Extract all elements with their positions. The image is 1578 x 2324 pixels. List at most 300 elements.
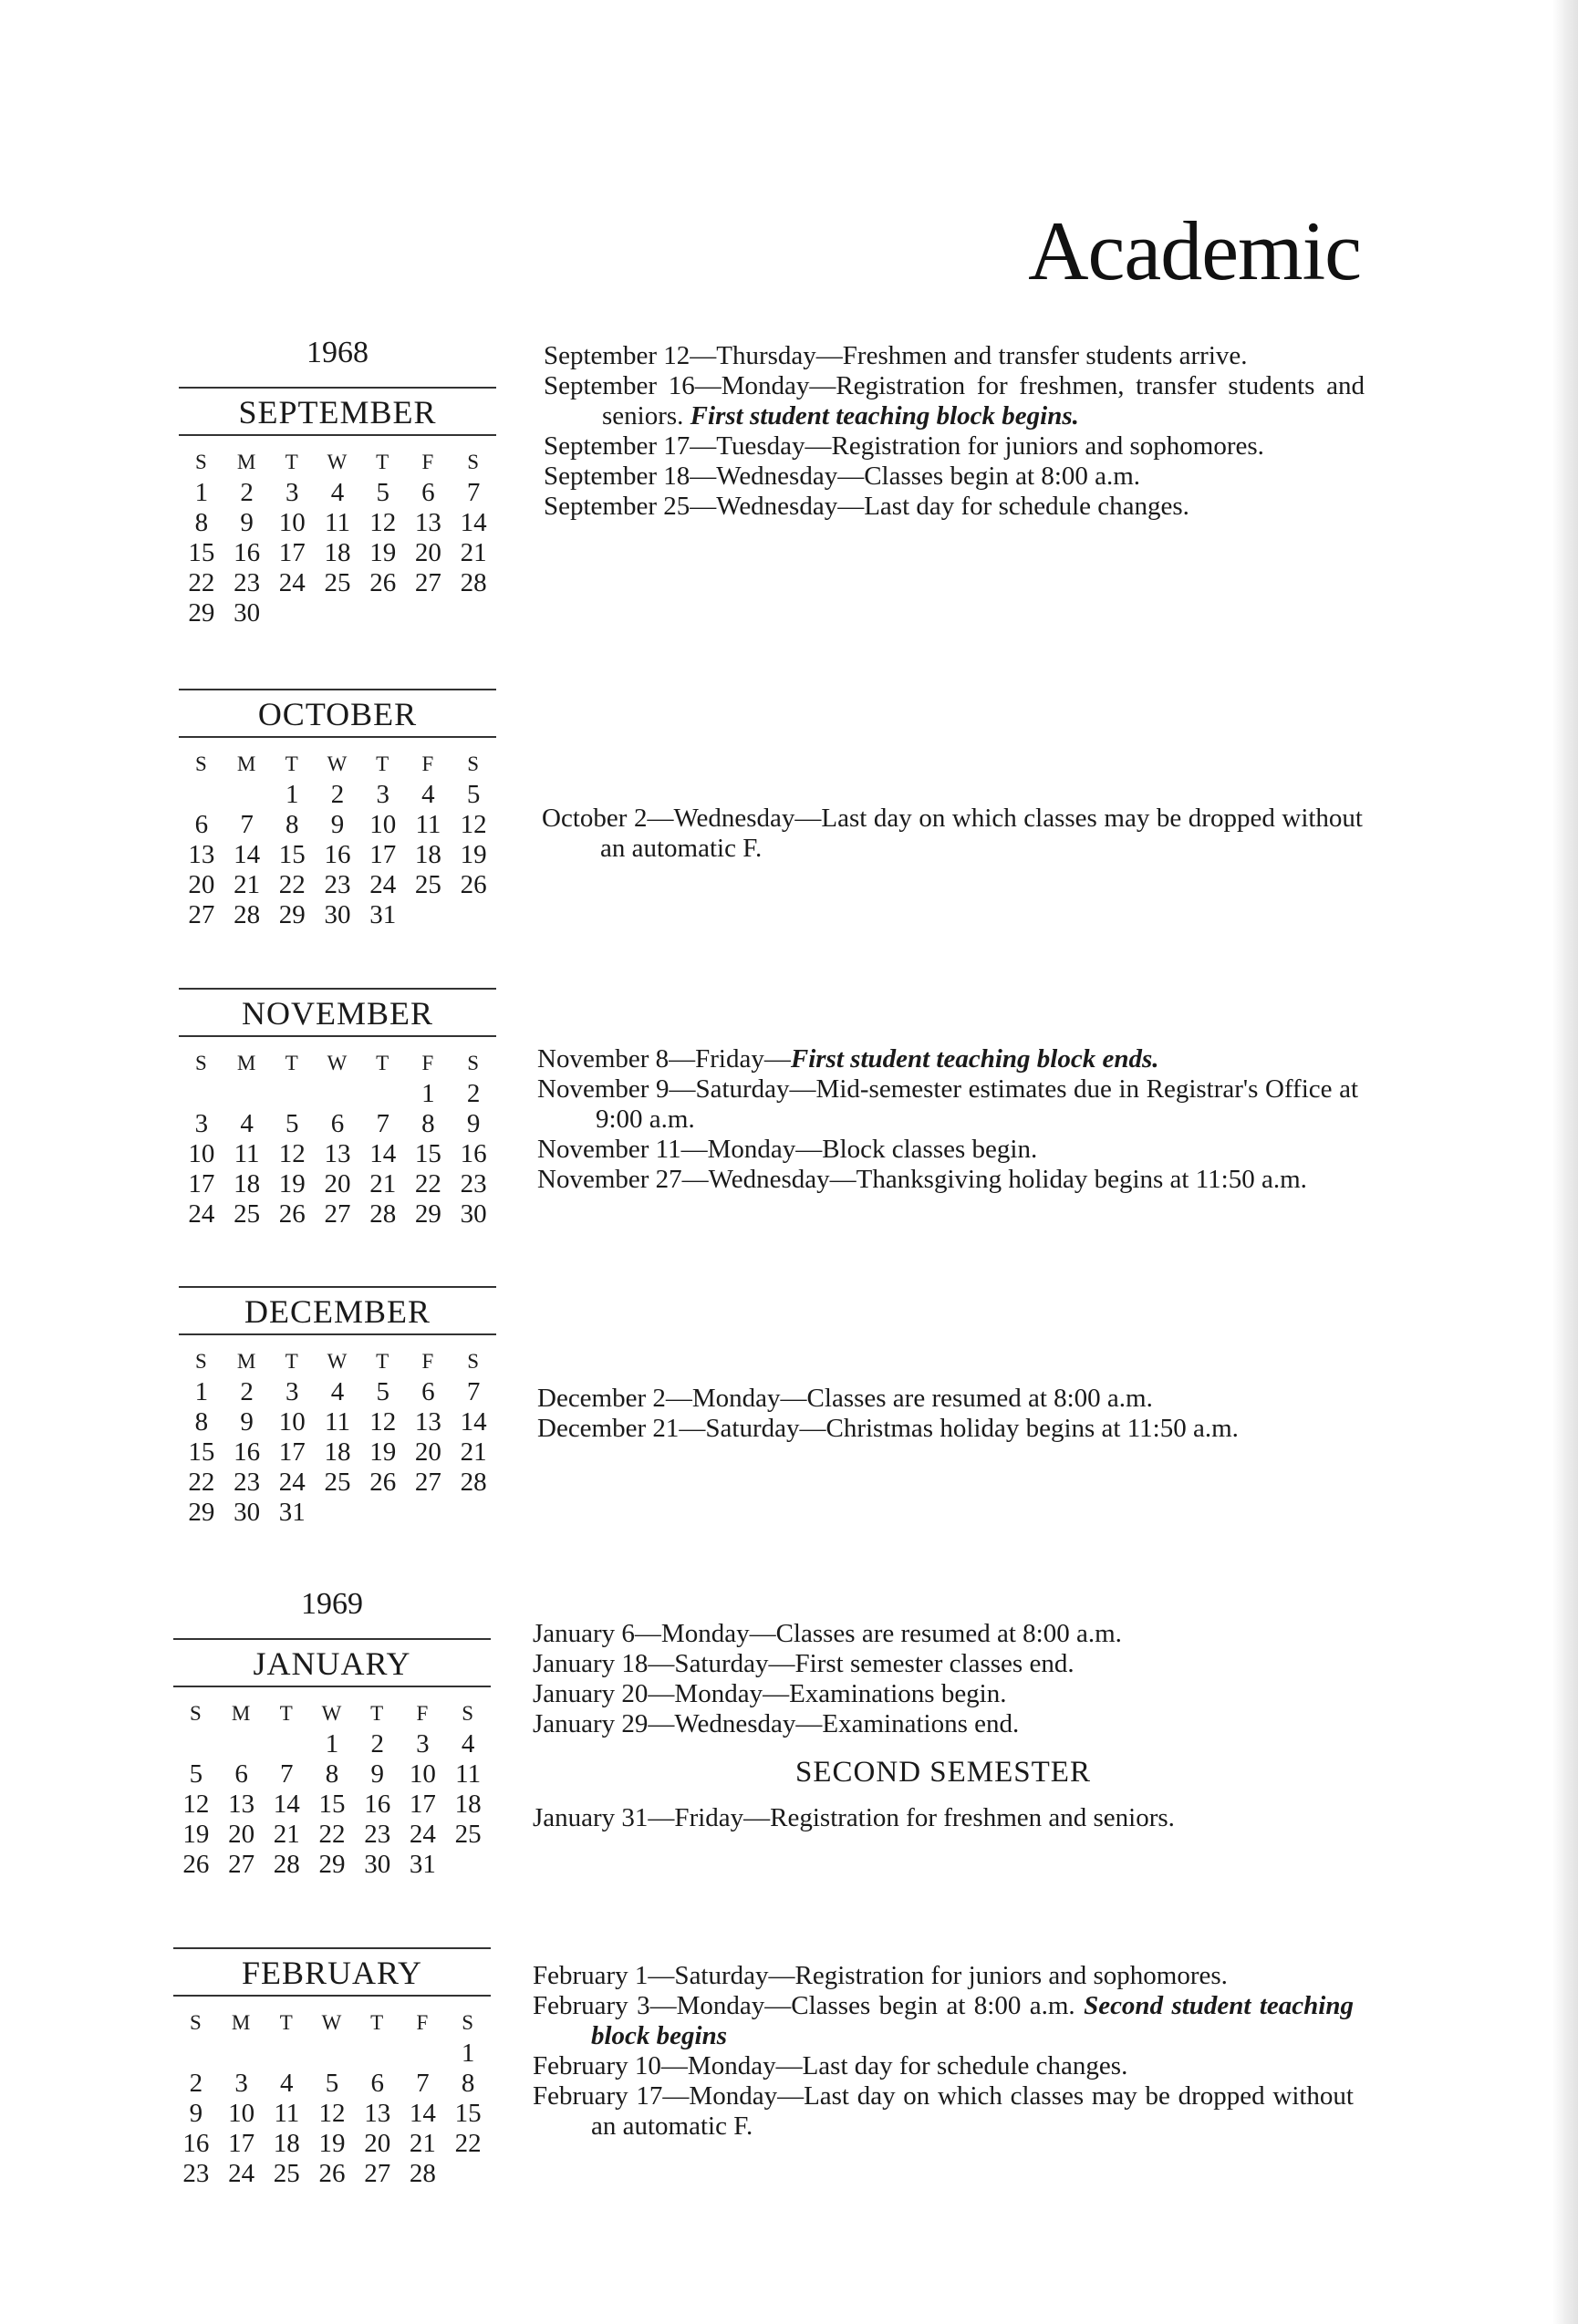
event-item <box>542 804 1363 864</box>
day-cell: 15 <box>188 538 215 567</box>
day-cell: 12 <box>369 1407 397 1437</box>
day-cell: 31 <box>409 1850 436 1879</box>
day-cell: 4 <box>421 780 435 809</box>
empty-day-cell <box>219 2039 265 2069</box>
weekday-header: T <box>279 1702 294 1725</box>
empty-day-cell <box>264 1729 309 1759</box>
day-cell: 18 <box>324 1437 351 1467</box>
day-cell: 19 <box>318 2129 346 2158</box>
day-cell: 28 <box>234 900 261 929</box>
year-label-1968: 1968 <box>306 336 369 369</box>
day-cell: 10 <box>369 810 397 839</box>
day-cell: 6 <box>234 1759 248 1789</box>
day-cell: 21 <box>409 2129 436 2158</box>
day-cell: 1 <box>325 1729 339 1759</box>
event-item <box>533 1961 1354 1991</box>
day-cell: 15 <box>318 1790 346 1819</box>
weekday-header: M <box>236 1052 257 1074</box>
day-cell: 2 <box>370 1729 384 1759</box>
empty-day-cell <box>219 1729 265 1759</box>
day-cell: 10 <box>409 1759 436 1789</box>
day-cell: 26 <box>369 1468 397 1497</box>
day-cell: 30 <box>234 1498 261 1527</box>
weekday-header: T <box>370 1702 385 1725</box>
day-cell: 23 <box>234 568 261 597</box>
day-cell: 27 <box>324 1199 351 1229</box>
weekday-header: W <box>321 1702 343 1725</box>
day-cell: 1 <box>194 1377 209 1406</box>
weekday-header: S <box>194 752 208 775</box>
day-cell: 27 <box>188 900 215 929</box>
day-cell: 8 <box>325 1759 339 1789</box>
day-cell: 22 <box>278 870 306 899</box>
day-cell: 24 <box>278 1468 306 1497</box>
day-cell: 26 <box>182 1850 210 1879</box>
calendar-february <box>173 1947 491 2189</box>
day-cell: 2 <box>240 1377 254 1406</box>
day-cell: 27 <box>364 2159 391 2188</box>
day-cell: 29 <box>188 1498 215 1527</box>
event-italic-note: Second student teaching block begins <box>591 1991 1354 2050</box>
day-cell: 5 <box>325 2069 339 2098</box>
day-cell: 7 <box>466 478 481 507</box>
month-name: NOVEMBER <box>241 995 433 1032</box>
day-cell: 4 <box>280 2069 294 2098</box>
empty-day-cell <box>400 2039 446 2069</box>
event-text: February 17—Monday—Last day on which classes may be dropped without an automatic F. <box>533 2081 1354 2141</box>
events-january-list <box>533 1619 1354 1739</box>
day-cell: 17 <box>278 538 306 567</box>
day-cell: 1 <box>461 2039 475 2068</box>
day-cell: 26 <box>369 568 397 597</box>
month-name: SEPTEMBER <box>238 394 437 431</box>
calendar-rule <box>179 1333 496 1335</box>
empty-day-cell <box>355 2039 400 2069</box>
calendar-grid <box>179 749 496 930</box>
day-cell: 3 <box>285 478 299 507</box>
day-cell: 4 <box>330 478 345 507</box>
day-cell: 29 <box>318 1850 346 1879</box>
month-name: JANUARY <box>253 1645 411 1682</box>
day-cell: 9 <box>370 1759 384 1789</box>
event-item <box>544 341 1365 371</box>
event-italic-note: First student teaching block ends. <box>790 1044 1159 1074</box>
calendar-rule <box>179 434 496 436</box>
year-label-1969: 1969 <box>301 1587 363 1621</box>
empty-day-cell <box>173 2039 219 2069</box>
day-cell: 18 <box>414 840 441 869</box>
day-cell: 8 <box>194 508 209 537</box>
month-name: OCTOBER <box>257 696 418 732</box>
day-cell: 17 <box>188 1169 215 1198</box>
weekday-header: M <box>236 451 257 473</box>
day-cell: 24 <box>278 568 306 597</box>
weekday-header: W <box>327 451 348 473</box>
event-text: January 18—Saturday—First semester classes end. <box>533 1649 1074 1678</box>
day-cell: 27 <box>414 1468 441 1497</box>
weekday-header: W <box>327 752 348 775</box>
day-cell: 31 <box>278 1498 306 1527</box>
day-cell: 14 <box>409 2099 436 2128</box>
day-cell: 6 <box>194 810 209 839</box>
day-cell: 9 <box>466 1109 481 1138</box>
events-january <box>533 1619 1354 1833</box>
day-cell: 31 <box>369 900 397 929</box>
day-cell: 13 <box>364 2099 391 2128</box>
weekday-header: F <box>421 1052 435 1074</box>
weekday-header: T <box>370 2011 385 2034</box>
empty-day-cell <box>315 1079 360 1109</box>
day-cell: 24 <box>369 870 397 899</box>
calendar-november <box>179 988 496 1229</box>
day-cell: 3 <box>416 1729 430 1759</box>
event-item <box>533 1649 1354 1679</box>
day-cell: 23 <box>364 1820 391 1849</box>
event-text: February 1—Saturday—Registration for juniors and sophomores. <box>533 1961 1228 1990</box>
day-cell: 19 <box>369 538 397 567</box>
calendar-grid <box>179 1048 496 1229</box>
weekday-header: F <box>416 1702 430 1725</box>
event-text: November 27—Wednesday—Thanksgiving holiday begins at 11:50 a.m. <box>537 1165 1307 1194</box>
day-cell: 9 <box>330 810 345 839</box>
day-cell: 25 <box>454 1820 482 1849</box>
day-cell: 12 <box>278 1139 306 1168</box>
events-january-second-list <box>533 1803 1354 1833</box>
calendar-grid <box>179 1346 496 1528</box>
event-item <box>544 371 1365 431</box>
day-cell: 14 <box>460 1407 487 1437</box>
weekday-header: T <box>285 752 299 775</box>
day-cell: 17 <box>278 1437 306 1467</box>
day-cell: 20 <box>414 538 441 567</box>
day-cell: 27 <box>228 1850 255 1879</box>
weekday-header: F <box>421 451 435 473</box>
day-cell: 14 <box>460 508 487 537</box>
day-cell: 8 <box>461 2069 475 2098</box>
day-cell: 3 <box>376 780 389 809</box>
day-cell: 11 <box>274 2099 300 2128</box>
event-text: September 25—Wednesday—Last day for schedule changes. <box>544 492 1189 521</box>
day-cell: 8 <box>285 810 299 839</box>
weekday-header: S <box>467 1350 481 1373</box>
day-cell: 22 <box>454 2129 482 2158</box>
event-item <box>537 1135 1358 1165</box>
day-cell: 21 <box>234 870 261 899</box>
calendar-december <box>179 1286 496 1528</box>
day-cell: 30 <box>460 1199 487 1229</box>
day-cell: 6 <box>421 478 435 507</box>
calendar-grid <box>173 1698 491 1880</box>
event-item <box>533 1619 1354 1649</box>
weekday-header: S <box>189 2011 202 2034</box>
empty-day-cell <box>264 2039 309 2069</box>
weekday-header: M <box>231 2011 252 2034</box>
event-text: November 9—Saturday—Mid-semester estimates due in Registrar's Office at 9:00 a.m. <box>537 1074 1358 1134</box>
day-cell: 21 <box>369 1169 397 1198</box>
day-cell: 5 <box>466 780 481 809</box>
day-cell: 15 <box>278 840 306 869</box>
day-cell: 20 <box>364 2129 391 2158</box>
day-cell: 6 <box>330 1109 345 1138</box>
calendar-grid <box>173 2008 491 2189</box>
day-cell: 13 <box>414 1407 441 1437</box>
day-cell: 10 <box>278 1407 306 1437</box>
weekday-header: F <box>421 752 435 775</box>
day-cell: 14 <box>273 1790 300 1819</box>
day-cell: 20 <box>414 1437 441 1467</box>
weekday-header: T <box>376 1350 390 1373</box>
day-cell: 29 <box>278 900 306 929</box>
day-cell: 5 <box>189 1759 203 1789</box>
weekday-header: S <box>467 1052 481 1074</box>
day-cell: 19 <box>278 1169 306 1198</box>
day-cell: 7 <box>376 1109 389 1138</box>
day-cell: 27 <box>414 568 441 597</box>
day-cell: 24 <box>409 1820 436 1849</box>
day-cell: 22 <box>188 568 215 597</box>
day-cell: 8 <box>194 1407 209 1437</box>
day-cell: 21 <box>460 1437 487 1467</box>
event-item <box>537 1074 1358 1135</box>
event-text: November 8—Friday— <box>537 1044 791 1074</box>
day-cell: 25 <box>324 1468 351 1497</box>
day-cell: 2 <box>240 478 254 507</box>
day-cell: 11 <box>325 508 350 537</box>
day-cell: 10 <box>278 508 306 537</box>
event-item <box>544 492 1365 522</box>
event-text: January 20—Monday—Examinations begin. <box>533 1679 1007 1708</box>
day-cell: 21 <box>460 538 487 567</box>
day-cell: 23 <box>324 870 351 899</box>
empty-day-cell <box>179 1079 224 1109</box>
day-cell: 11 <box>455 1759 482 1789</box>
day-cell: 1 <box>194 478 209 507</box>
day-cell: 23 <box>182 2159 210 2188</box>
page-title: Academic <box>1028 204 1361 297</box>
day-cell: 22 <box>318 1820 346 1849</box>
weekday-header: S <box>467 752 481 775</box>
day-cell: 14 <box>369 1139 397 1168</box>
day-cell: 1 <box>421 1079 435 1108</box>
day-cell: 23 <box>234 1468 261 1497</box>
day-cell: 20 <box>188 870 215 899</box>
events-december <box>537 1384 1358 1444</box>
day-cell: 22 <box>188 1468 215 1497</box>
empty-day-cell <box>269 1079 315 1109</box>
day-cell: 4 <box>330 1377 345 1406</box>
day-cell: 30 <box>324 900 351 929</box>
day-cell: 26 <box>460 870 487 899</box>
day-cell: 25 <box>414 870 441 899</box>
event-italic-note: First student teaching block begins. <box>690 401 1079 431</box>
day-cell: 13 <box>188 840 215 869</box>
day-cell: 4 <box>240 1109 254 1138</box>
weekday-header: T <box>376 1052 390 1074</box>
day-cell: 8 <box>421 1109 435 1138</box>
event-item <box>544 462 1365 492</box>
empty-day-cell <box>173 1729 219 1759</box>
event-text: September 17—Tuesday—Registration for juniors and sophomores. <box>544 431 1264 461</box>
day-cell: 7 <box>240 810 254 839</box>
day-cell: 6 <box>370 2069 384 2098</box>
day-cell: 29 <box>188 598 215 628</box>
day-cell: 25 <box>324 568 351 597</box>
events-september <box>544 341 1365 522</box>
calendar-rule <box>173 1686 491 1687</box>
day-cell: 20 <box>324 1169 351 1198</box>
day-cell: 19 <box>460 840 487 869</box>
weekday-header: S <box>189 1702 202 1725</box>
event-text: December 21—Saturday—Christmas holiday begins at 11:50 a.m. <box>537 1414 1239 1443</box>
day-cell: 13 <box>228 1790 255 1819</box>
event-item <box>533 1709 1354 1739</box>
day-cell: 11 <box>415 810 441 839</box>
day-cell: 2 <box>466 1079 481 1108</box>
empty-day-cell <box>179 780 224 810</box>
event-item <box>537 1044 1358 1074</box>
weekday-header: W <box>321 2011 343 2034</box>
day-cell: 22 <box>414 1169 441 1198</box>
day-cell: 12 <box>369 508 397 537</box>
day-cell: 19 <box>369 1437 397 1467</box>
event-item <box>533 1679 1354 1709</box>
day-cell: 26 <box>278 1199 306 1229</box>
event-text: November 11—Monday—Block classes begin. <box>537 1135 1038 1164</box>
weekday-header: M <box>231 1702 252 1725</box>
day-cell: 23 <box>460 1169 487 1198</box>
calendar-january <box>173 1638 491 1880</box>
day-cell: 16 <box>182 2129 210 2158</box>
day-cell: 4 <box>461 1729 475 1759</box>
day-cell: 7 <box>416 2069 430 2098</box>
event-text: September 12—Thursday—Freshmen and transfer students arrive. <box>544 341 1248 370</box>
weekday-header: M <box>236 752 257 775</box>
event-item <box>544 431 1365 462</box>
day-cell: 29 <box>414 1199 441 1229</box>
day-cell: 6 <box>421 1377 435 1406</box>
day-cell: 26 <box>318 2159 346 2188</box>
event-item <box>533 2081 1354 2142</box>
event-item <box>533 2051 1354 2081</box>
event-text: February 10—Monday—Last day for schedule changes. <box>533 2051 1128 2080</box>
day-cell: 2 <box>330 780 345 809</box>
events-october <box>542 804 1363 864</box>
weekday-header: W <box>327 1350 348 1373</box>
event-item <box>537 1414 1358 1444</box>
weekday-header: S <box>194 1052 208 1074</box>
weekday-header: T <box>376 752 390 775</box>
day-cell: 28 <box>409 2159 436 2188</box>
day-cell: 10 <box>228 2099 255 2128</box>
day-cell: 15 <box>188 1437 215 1467</box>
weekday-header: S <box>194 451 208 473</box>
calendar-rule <box>179 736 496 738</box>
day-cell: 18 <box>324 538 351 567</box>
day-cell: 13 <box>414 508 441 537</box>
calendar-september <box>179 387 496 628</box>
event-item <box>533 1991 1354 2051</box>
day-cell: 12 <box>318 2099 346 2128</box>
day-cell: 21 <box>273 1820 300 1849</box>
day-cell: 14 <box>234 840 261 869</box>
day-cell: 7 <box>280 1759 294 1789</box>
weekday-header: W <box>327 1052 348 1074</box>
event-text: January 6—Monday—Classes are resumed at 8:00 a.m. <box>533 1619 1122 1648</box>
weekday-header: S <box>462 1702 475 1725</box>
calendar-grid <box>179 447 496 628</box>
day-cell: 9 <box>189 2099 203 2128</box>
weekday-header: S <box>194 1350 208 1373</box>
weekday-header: T <box>285 1052 299 1074</box>
event-text: December 2—Monday—Classes are resumed at 8:00 a.m. <box>537 1384 1153 1413</box>
event-text: September 16—Monday—Registration for freshmen, transfer students and seniors. <box>544 371 1365 431</box>
day-cell: 28 <box>460 568 487 597</box>
day-cell: 3 <box>285 1377 299 1406</box>
day-cell: 15 <box>454 2099 482 2128</box>
day-cell: 9 <box>240 508 254 537</box>
event-item <box>533 1803 1354 1833</box>
day-cell: 18 <box>454 1790 482 1819</box>
event-text: February 3—Monday—Classes begin at 8:00 a.m. <box>533 1991 1085 2020</box>
day-cell: 18 <box>234 1169 261 1198</box>
events-february <box>533 1961 1354 2142</box>
day-cell: 20 <box>228 1820 255 1849</box>
day-cell: 3 <box>234 2069 248 2098</box>
day-cell: 11 <box>234 1139 260 1168</box>
day-cell: 11 <box>325 1407 350 1437</box>
calendar-rule <box>173 1995 491 1997</box>
day-cell: 13 <box>324 1139 351 1168</box>
weekday-header: T <box>285 451 299 473</box>
day-cell: 17 <box>228 2129 255 2158</box>
day-cell: 10 <box>188 1139 215 1168</box>
empty-day-cell <box>224 780 270 810</box>
day-cell: 18 <box>273 2129 300 2158</box>
day-cell: 28 <box>460 1468 487 1497</box>
day-cell: 3 <box>194 1109 209 1138</box>
weekday-header: M <box>236 1350 257 1373</box>
day-cell: 17 <box>369 840 397 869</box>
day-cell: 30 <box>364 1850 391 1879</box>
weekday-header: F <box>421 1350 435 1373</box>
events-november <box>537 1044 1358 1195</box>
weekday-header: S <box>467 451 481 473</box>
event-text: January 29—Wednesday—Examinations end. <box>533 1709 1020 1738</box>
weekday-header: T <box>279 2011 294 2034</box>
day-cell: 17 <box>409 1790 436 1819</box>
day-cell: 5 <box>285 1109 299 1138</box>
day-cell: 5 <box>376 478 389 507</box>
day-cell: 25 <box>273 2159 300 2188</box>
event-text: January 31—Friday—Registration for freshmen and seniors. <box>533 1803 1175 1832</box>
event-item <box>537 1384 1358 1414</box>
day-cell: 19 <box>182 1820 210 1849</box>
day-cell: 16 <box>234 1437 261 1467</box>
day-cell: 16 <box>460 1139 487 1168</box>
day-cell: 16 <box>364 1790 391 1819</box>
event-text: September 18—Wednesday—Classes begin at 8:00 a.m. <box>544 462 1141 491</box>
empty-day-cell <box>360 1079 406 1109</box>
day-cell: 12 <box>182 1790 210 1819</box>
day-cell: 9 <box>240 1407 254 1437</box>
weekday-header: T <box>376 451 390 473</box>
day-cell: 16 <box>234 538 261 567</box>
calendar-rule <box>179 1035 496 1037</box>
weekday-header: S <box>462 2011 475 2034</box>
page-edge <box>1552 0 1578 2324</box>
day-cell: 7 <box>466 1377 481 1406</box>
month-name: FEBRUARY <box>241 1955 423 1991</box>
